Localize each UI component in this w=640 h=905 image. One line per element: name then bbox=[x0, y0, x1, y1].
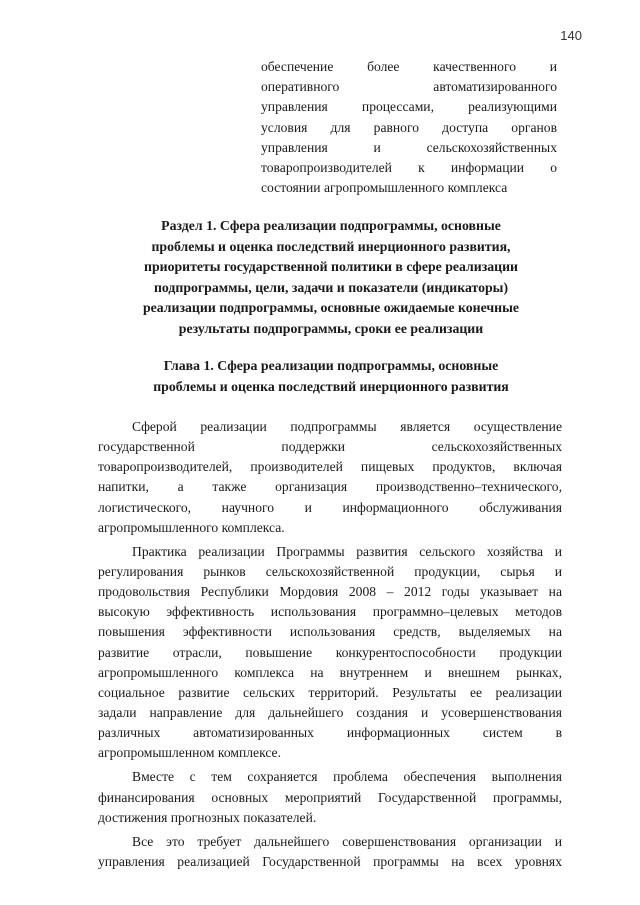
text-line: государственной поддержки сельскохозяйственных bbox=[98, 439, 562, 455]
heading-line: подпрограммы, цели, задачи и показатели (индикаторы) bbox=[153, 279, 509, 295]
text-line: Все это требует дальнейшего совершенствования организации и bbox=[132, 833, 562, 849]
text-line: социальное развитие сельских территорий. Результаты ее реализации bbox=[98, 684, 562, 700]
text-line: продовольствия Республики Мордовия 2008 – 2012 годы указывает на bbox=[98, 584, 562, 600]
text-line: состоянии агропромышленного комплекса bbox=[261, 180, 508, 196]
text-line: управления и сельскохозяйственных bbox=[261, 139, 557, 155]
text-line: задали направление для дальнейшего создания и усовершенствования bbox=[98, 704, 562, 720]
text-line: агропромышленного комплекса на внутреннем и внешнем рынках, bbox=[98, 664, 562, 680]
text-line: развитие отрасли, повышение конкурентоспособности продукции bbox=[98, 644, 562, 660]
heading-line: проблемы и оценка последствий инерционного развития, bbox=[151, 238, 511, 254]
text-line: управления процессами, реализующими bbox=[261, 99, 557, 115]
text-line: условия для равного доступа органов bbox=[261, 119, 557, 135]
text-line: различных автоматизированных информационных систем в bbox=[98, 725, 562, 741]
paragraph-3 bbox=[98, 767, 562, 827]
text-line: обеспечение более качественного и bbox=[261, 59, 557, 74]
heading-line: проблемы и оценка последствий инерционного развития bbox=[153, 378, 509, 394]
text-line: достижения прогнозных показателей. bbox=[98, 809, 317, 825]
section-heading bbox=[100, 216, 562, 340]
text-line: агропромышленного комплекса. bbox=[98, 519, 285, 535]
heading-line: приоритеты государственной политики в сфере реализации bbox=[144, 259, 518, 275]
heading-line: Глава 1. Сфера реализации подпрограммы, основные bbox=[163, 358, 499, 373]
text-line: управления реализацией Государственной программы на всех уровнях bbox=[98, 853, 562, 869]
heading-line: реализации подпрограммы, основные ожидаемые конечные bbox=[142, 300, 520, 316]
text-line: Практика реализации Программы развития сельского хозяйства и bbox=[132, 543, 562, 559]
text-line: оперативного автоматизированного bbox=[261, 79, 557, 95]
text-line: Вместе с тем сохраняется проблема обеспечения выполнения bbox=[132, 769, 562, 785]
paragraph-2 bbox=[98, 542, 562, 764]
heading-line: результаты подпрограммы, сроки ее реализации bbox=[178, 320, 484, 336]
body-text bbox=[98, 417, 562, 872]
text-line: логистического, научного и информационного обслуживания bbox=[98, 499, 562, 515]
text-line: Сферой реализации подпрограммы является осуществление bbox=[132, 419, 562, 434]
text-line: агропромышленном комплексе. bbox=[98, 745, 281, 761]
text-line: товаропроизводителей к информации о bbox=[261, 159, 557, 175]
paragraph-1 bbox=[98, 417, 562, 538]
text-line: финансирования основных мероприятий Государственной программы, bbox=[98, 789, 562, 805]
paragraph-4 bbox=[98, 832, 562, 872]
text-line: повышения эффективности использования средств, выделяемых на bbox=[98, 624, 562, 640]
text-line: высокую эффективность использования программно–целевых методов bbox=[98, 604, 562, 620]
text-line: регулирования рынков сельскохозяйственной продукции, сырья и bbox=[98, 563, 562, 579]
page-number: 140 bbox=[560, 28, 582, 43]
chapter-heading bbox=[100, 356, 562, 397]
intro-paragraph bbox=[261, 57, 557, 198]
heading-line: Раздел 1. Сфера реализации подпрограммы, основные bbox=[161, 218, 501, 233]
text-line: напитки, а также организация производственно–технического, bbox=[98, 479, 562, 495]
text-line: товаропроизводителей, производителей пищевых продуктов, включая bbox=[98, 459, 562, 475]
